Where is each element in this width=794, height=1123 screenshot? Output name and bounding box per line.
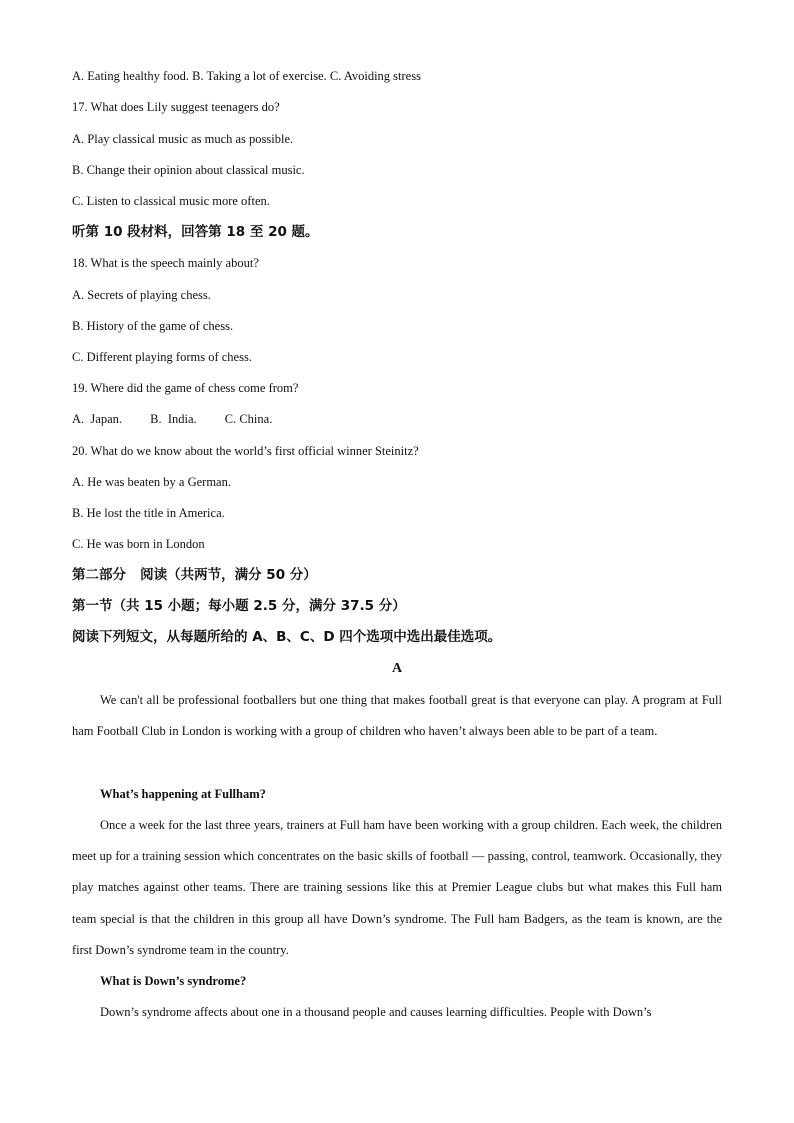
passage-subheading-2: What is Down’s syndrome? [100, 974, 247, 988]
passage-paragraph-1: We can't all be professional footballers but one thing that makes football great is that everyone can play. A program at Full ham Football Club in London is working with a group of children who haven’t always been able to be part of a team. [72, 693, 722, 739]
q17-option-c: C. Listen to classical music more often. [72, 194, 270, 208]
part-2-heading: 第二部分 阅读（共两节，满分 50 分） [72, 567, 317, 583]
question-20: 20. What do we know about the world’s first official winner Steinitz? [72, 444, 419, 458]
q18-option-c: C. Different playing forms of chess. [72, 350, 252, 364]
section-1-heading: 第一节（共 15 小题；每小题 2.5 分，满分 37.5 分） [72, 598, 406, 614]
q19-options: A. Japan. B. India. C. China. [72, 412, 273, 426]
passage-label: A [391, 661, 403, 676]
q20-option-b: B. He lost the title in America. [72, 506, 225, 520]
q20-option-a: A. He was beaten by a German. [72, 475, 231, 489]
q20-option-c: C. He was born in London [72, 537, 205, 551]
passage-subheading-1: What’s happening at Fullham? [100, 787, 266, 801]
q16-options: A. Eating healthy food. B. Taking a lot of exercise. C. Avoiding stress [72, 69, 421, 83]
q18-option-b: B. History of the game of chess. [72, 319, 234, 333]
question-17: 17. What does Lily suggest teenagers do? [72, 100, 280, 114]
reading-instruction: 阅读下列短文，从每题所给的 A、B、C、D 四个选项中选出最佳选项。 [72, 629, 502, 645]
question-19: 19. Where did the game of chess come from? [72, 381, 299, 395]
passage-paragraph-3: Down’s syndrome affects about one in a thousand people and causes learning difficulties. People with Down’s [100, 1005, 652, 1019]
q17-option-a: A. Play classical music as much as possible. [72, 132, 294, 146]
question-18: 18. What is the speech mainly about? [72, 256, 259, 270]
q18-option-a: A. Secrets of playing chess. [72, 288, 211, 302]
passage-paragraph-2: Once a week for the last three years, trainers at Full ham have been working with a group children. Each week, the children meet up for a training session which concentrates on the basic skills of football — passing, control, teamwork. Occasionally, they play matches against other teams. There are training sessions like this at Premier League clubs but what makes this Full ham team special is that the children in this group all have Down’s syndrome. The Full ham Badgers, as the team is known, are the first Down’s syndrome team in the country. [72, 818, 722, 957]
section-10-heading: 听第 10 段材料，回答第 18 至 20 题。 [72, 224, 319, 240]
q17-option-b: B. Change their opinion about classical music. [72, 163, 305, 177]
